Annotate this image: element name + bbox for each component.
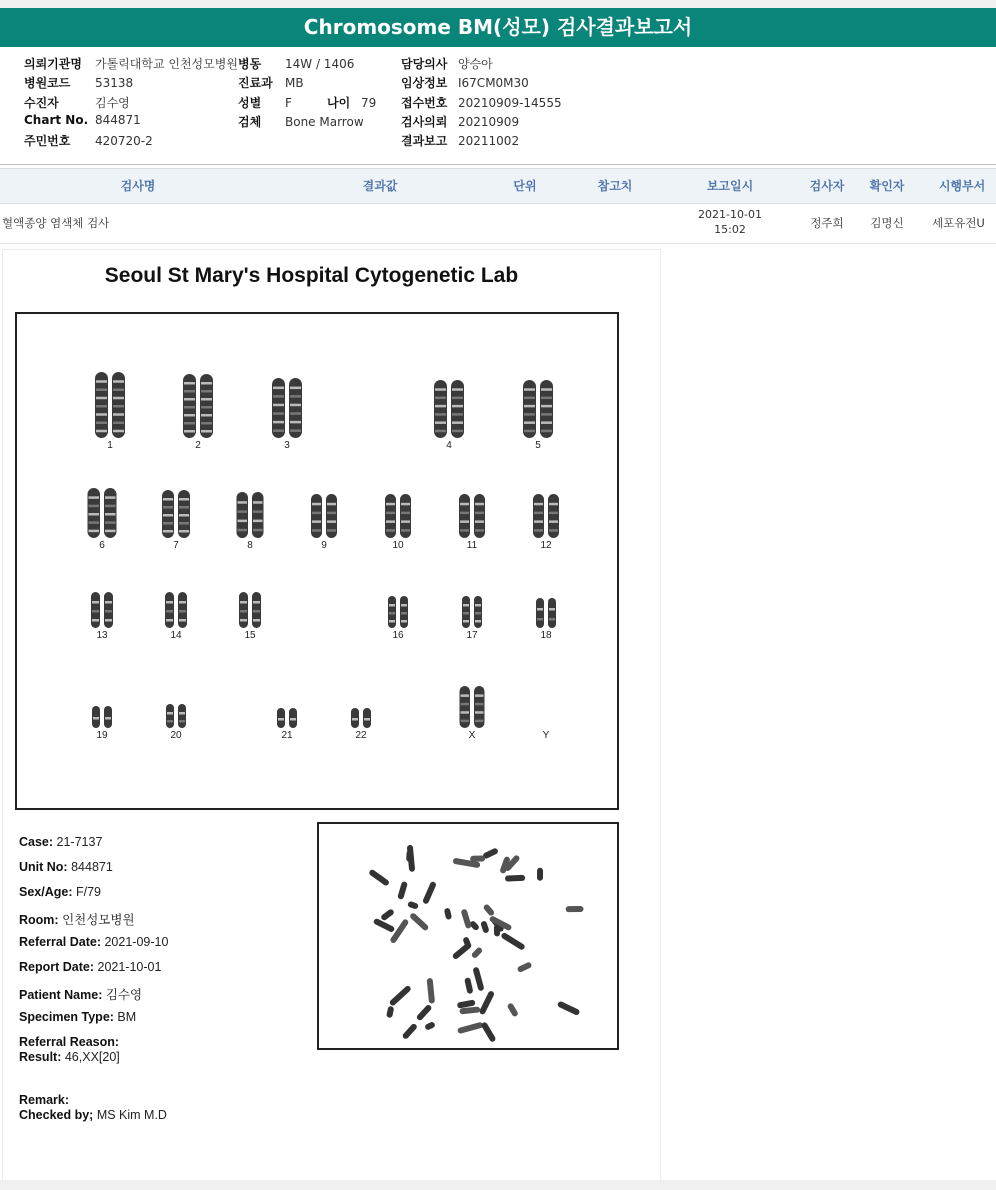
info-value: 20211002 xyxy=(458,134,520,149)
chromosome-pair-21 xyxy=(267,706,307,730)
info-row-clinical xyxy=(401,74,562,93)
cell-department: 세포유전U xyxy=(932,216,985,230)
metaphase-chromosome xyxy=(386,1006,394,1019)
chromosome-pair-1 xyxy=(90,370,130,440)
metaphase-chromosome xyxy=(480,920,489,933)
meta-value: BM xyxy=(117,1010,137,1024)
chromosome-label-12: 12 xyxy=(540,540,552,551)
metaphase-chromosome xyxy=(427,978,435,1004)
meta-value: 인천성모병원 xyxy=(62,913,135,927)
meta-value: MS Kim M.D xyxy=(96,1108,167,1122)
info-row-result-report xyxy=(401,132,562,151)
chromosome-pair-20 xyxy=(156,702,196,730)
results-table-header xyxy=(0,168,996,204)
chromosome-label-21: 21 xyxy=(281,730,293,741)
meta-value: 21-7137 xyxy=(56,835,103,849)
metaphase-chromosome xyxy=(480,1021,496,1042)
meta-value: 김수영 xyxy=(105,988,143,1002)
meta-label: Specimen Type: xyxy=(19,1010,114,1024)
metaphase-chromosome xyxy=(479,990,495,1015)
info-label: 주민번호 xyxy=(24,134,71,149)
page-title: Chromosome BM(성모) 검사결과보고서 xyxy=(0,8,996,47)
info-value: 양승아 xyxy=(458,57,493,71)
info-label: 의뢰기관명 xyxy=(24,57,82,71)
chromosome-label-8: 8 xyxy=(247,540,253,551)
metaphase-chromosome xyxy=(406,850,413,862)
cell-confirmer: 김명신 xyxy=(870,216,904,230)
chromosome-label-13: 13 xyxy=(96,630,108,641)
metaphase-spread xyxy=(319,824,617,1048)
chromosome-pair-7 xyxy=(156,488,196,540)
info-row-chart-no xyxy=(24,113,238,132)
col-header-reference[interactable]: 참고치 xyxy=(597,179,633,193)
meta-value: 2021-10-01 xyxy=(97,960,162,974)
col-header-department[interactable]: 시행부서 xyxy=(938,179,986,193)
metaphase-chromosome xyxy=(397,881,408,900)
meta-room xyxy=(19,910,135,928)
chromosome-pair-9 xyxy=(304,492,344,540)
chromosome-label-3: 3 xyxy=(284,440,290,451)
divider xyxy=(0,164,996,165)
chromosome-pair-8 xyxy=(230,490,270,540)
info-value: MB xyxy=(285,76,304,91)
info-row-doctor xyxy=(401,55,562,74)
chromosome-label-X: X xyxy=(468,730,476,741)
info-value: 김수영 xyxy=(95,95,130,110)
info-value: F xyxy=(285,95,292,110)
info-label: 검체 xyxy=(238,114,262,129)
chromosome-label-10: 10 xyxy=(392,540,404,551)
info-label: 병동 xyxy=(238,57,262,71)
chromosome-label-22: 22 xyxy=(355,730,367,741)
chromosome-pair-2 xyxy=(178,372,218,440)
chromosome-pair-6 xyxy=(82,486,122,540)
chromosome-label-16: 16 xyxy=(392,630,404,641)
cell-report-time: 15:02 xyxy=(714,223,746,236)
metaphase-chromosome xyxy=(505,875,525,882)
info-value: 20210909 xyxy=(458,114,520,129)
chromosome-label-20: 20 xyxy=(170,730,182,741)
table-row[interactable] xyxy=(0,203,996,244)
info-row-institution xyxy=(24,55,238,74)
metaphase-chromosome xyxy=(407,901,419,910)
info-label: 임상정보 xyxy=(401,76,448,91)
info-value: I67CM0M30 xyxy=(458,76,529,91)
info-row-patient xyxy=(24,94,238,113)
chromosome-pair-18 xyxy=(526,596,566,630)
metaphase-chromosome xyxy=(461,909,472,930)
meta-label: Result: xyxy=(19,1050,62,1064)
metaphase-chromosome xyxy=(500,932,525,951)
chromosome-pair-22 xyxy=(341,706,381,730)
metaphase-chromosome xyxy=(494,925,500,937)
chromosome-pair-13 xyxy=(82,590,122,630)
info-label: 접수번호 xyxy=(401,95,448,110)
lab-title: Seoul St Mary's Hospital Cytogenetic Lab xyxy=(104,264,519,287)
col-header-tester[interactable]: 검사자 xyxy=(809,179,845,193)
metaphase-image xyxy=(317,822,619,1050)
chromosome-label-17: 17 xyxy=(466,630,478,641)
info-label: 결과보고 xyxy=(401,134,448,149)
meta-unit xyxy=(19,860,113,874)
meta-value: F/79 xyxy=(75,885,101,899)
info-value: 20210909-14555 xyxy=(458,95,562,110)
patient-info-col3 xyxy=(401,55,562,151)
info-value-age: 79 xyxy=(361,95,377,110)
chromosome-pair-19 xyxy=(82,704,122,730)
meta-label: Patient Name: xyxy=(19,988,103,1002)
meta-label: Checked by; xyxy=(19,1108,94,1122)
meta-sexage xyxy=(19,885,101,899)
meta-value: 2021-09-10 xyxy=(104,935,169,949)
meta-remark xyxy=(19,1093,69,1107)
karyotype-report xyxy=(2,249,661,1186)
metaphase-chromosome xyxy=(457,1022,484,1035)
metaphase-chromosome xyxy=(482,903,495,917)
meta-label: Referral Date: xyxy=(19,935,101,949)
metaphase-chromosome xyxy=(416,1004,433,1022)
meta-specimen xyxy=(19,1010,136,1024)
metaphase-chromosome xyxy=(537,868,543,881)
info-row-department xyxy=(238,74,376,93)
chromosome-pair-16 xyxy=(378,594,418,630)
meta-referral-reason xyxy=(19,1035,119,1049)
chromosome-pair-11 xyxy=(452,492,492,540)
metaphase-chromosome xyxy=(517,961,533,973)
metaphase-chromosome xyxy=(566,906,584,912)
metaphase-chromosome xyxy=(409,912,429,932)
meta-label: Sex/Age: xyxy=(19,885,73,899)
cell-tester: 정주희 xyxy=(810,216,844,230)
info-row-specimen xyxy=(238,113,376,132)
meta-label: Room: xyxy=(19,913,59,927)
bottom-strip xyxy=(0,1180,996,1190)
meta-label: Report Date: xyxy=(19,960,95,974)
info-row-hospital-code xyxy=(24,74,238,93)
chromosome-pair-17 xyxy=(452,594,492,630)
metaphase-chromosome xyxy=(402,1023,419,1040)
metaphase-chromosome xyxy=(464,977,473,994)
metaphase-chromosome xyxy=(422,881,437,905)
chromosome-pair-5 xyxy=(518,378,558,440)
info-row-resident-no xyxy=(24,132,238,151)
chromosome-label-7: 7 xyxy=(173,540,179,551)
karyogram-panel xyxy=(15,312,619,810)
info-label-age: 나이 xyxy=(327,95,351,110)
info-label: 검사의뢰 xyxy=(401,114,448,129)
chromosome-label-14: 14 xyxy=(170,630,182,641)
metaphase-chromosome xyxy=(389,985,412,1007)
info-value: 420720-2 xyxy=(95,134,153,149)
metaphase-chromosome xyxy=(424,1021,436,1031)
chromosome-label-4: 4 xyxy=(446,440,452,451)
patient-info-col2 xyxy=(238,55,376,132)
info-value: 14W / 1406 xyxy=(285,57,355,71)
metaphase-chromosome xyxy=(380,908,395,921)
info-value: Bone Marrow xyxy=(285,114,364,129)
chromosome-label-1: 1 xyxy=(107,440,113,451)
meta-value: 46,XX[20] xyxy=(64,1050,120,1064)
patient-info-col1 xyxy=(24,55,238,151)
info-value: 가톨릭대학교 인천성모병원 xyxy=(95,57,238,71)
chromosome-label-11: 11 xyxy=(466,540,478,551)
chromosome-pair-3 xyxy=(267,376,307,440)
meta-label: Unit No: xyxy=(19,860,68,874)
col-header-report-date[interactable]: 보고일시 xyxy=(706,179,754,193)
metaphase-chromosome xyxy=(507,1002,519,1017)
meta-label: Referral Reason: xyxy=(19,1035,120,1049)
chromosome-pair-10 xyxy=(378,492,418,540)
meta-value: 844871 xyxy=(71,860,113,874)
cell-report-date: 2021-10-01 xyxy=(698,208,762,221)
meta-label: Case: xyxy=(19,835,54,849)
info-label: 수진자 xyxy=(24,95,59,110)
metaphase-chromosome xyxy=(452,941,473,960)
col-header-unit[interactable]: 단위 xyxy=(513,179,537,193)
chromosome-label-6: 6 xyxy=(99,540,105,551)
chromosome-pair-14 xyxy=(156,590,196,630)
chromosome-label-19: 19 xyxy=(96,730,108,741)
info-value: 53138 xyxy=(95,76,134,91)
info-label: 진료과 xyxy=(238,76,273,91)
col-header-confirmer[interactable]: 확인자 xyxy=(869,179,905,193)
chromosome-label-2: 2 xyxy=(195,440,201,451)
info-row-request xyxy=(401,113,562,132)
chromosome-pair-12 xyxy=(526,492,566,540)
top-strip xyxy=(0,0,996,8)
info-label: 성별 xyxy=(238,95,262,110)
metaphase-chromosome xyxy=(472,967,484,992)
chromosome-pair-4 xyxy=(429,378,469,440)
info-row-sex-age xyxy=(238,94,376,113)
meta-label: Remark: xyxy=(19,1093,70,1107)
cell-test-name: 혈액종양 염색체 검사 xyxy=(2,216,110,230)
info-label: 담당의사 xyxy=(401,57,448,71)
info-label: 병원코드 xyxy=(24,76,71,91)
chromosome-label-15: 15 xyxy=(244,630,256,641)
meta-referral-date xyxy=(19,935,168,949)
col-header-test-name[interactable]: 검사명 xyxy=(120,179,156,193)
chromosome-label-9: 9 xyxy=(321,540,327,551)
info-label: Chart No. xyxy=(24,112,89,127)
meta-checked xyxy=(19,1108,167,1122)
chromosome-label-5: 5 xyxy=(535,440,541,451)
col-header-result[interactable]: 결과값 xyxy=(362,179,398,193)
meta-report-date xyxy=(19,960,161,974)
info-row-receipt xyxy=(401,94,562,113)
info-value: 844871 xyxy=(95,112,141,127)
metaphase-chromosome xyxy=(471,946,484,959)
meta-patient-name xyxy=(19,985,142,1003)
chromosome-label-Y: Y xyxy=(542,730,550,741)
metaphase-chromosome xyxy=(444,908,452,921)
info-row-ward xyxy=(238,55,376,74)
chromosome-pair-15 xyxy=(230,590,270,630)
metaphase-chromosome xyxy=(557,1001,581,1016)
metaphase-chromosome xyxy=(368,869,390,887)
meta-result xyxy=(19,1050,120,1064)
chromosome-pair-X xyxy=(452,684,492,730)
meta-case xyxy=(19,835,102,849)
chromosome-label-18: 18 xyxy=(540,630,552,641)
